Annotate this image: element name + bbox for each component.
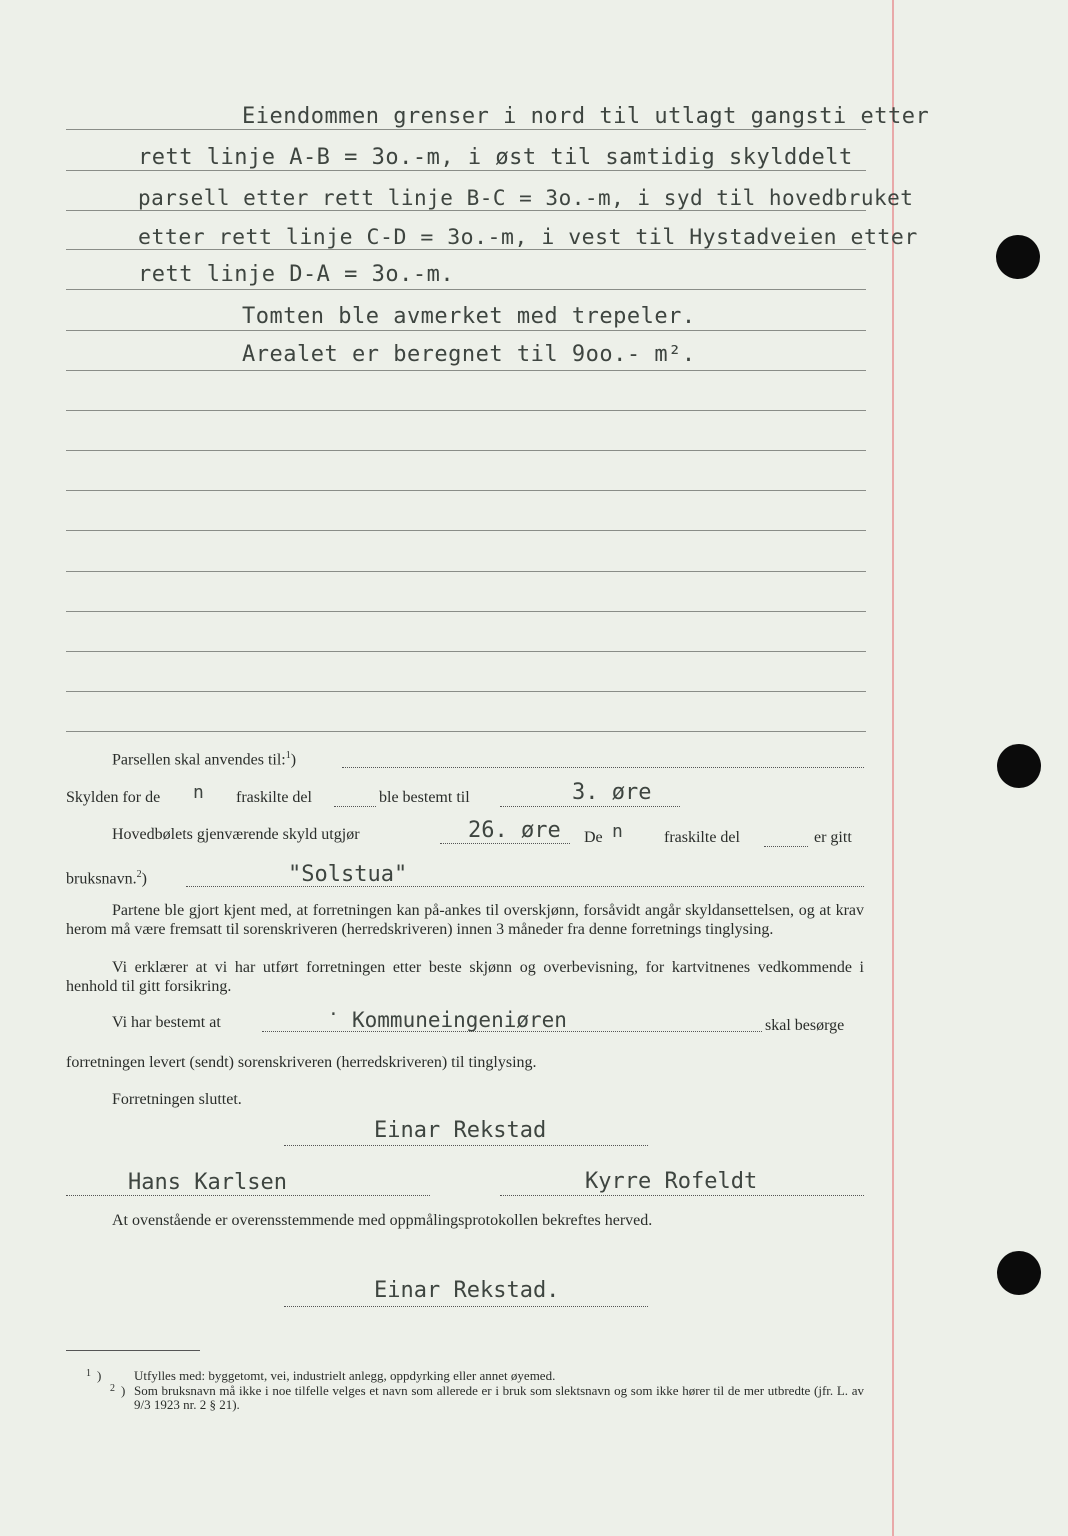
hoved-fraskilte: fraskilte del — [664, 829, 740, 846]
signature-line — [284, 1305, 648, 1307]
ruled-line — [66, 571, 866, 572]
ruled-line — [66, 330, 866, 331]
ruled-line — [66, 450, 866, 451]
bruksnavn-value: "Solstua" — [288, 862, 408, 887]
signature-line — [66, 1194, 430, 1196]
paragraph-anke: Partene ble gjort kjent med, at forretningen kan på-ankes til overskjønn, forsåvidt angår skyldansettelsen, og at krav herom må være fremsatt til sorenskriveren (herredskriveren) innen 3 måneder fra denne forretnings tinglysing. — [66, 902, 864, 938]
footnote-mark: 1 — [86, 1368, 91, 1379]
skyld-mid1: fraskilte del — [236, 789, 312, 806]
ruled-line — [66, 651, 866, 652]
footnote-1: 1 ) Utfylles med: byggetomt, vei, industrielt anlegg, oppdyrking eller annet øyemed. — [86, 1368, 556, 1383]
ruled-line — [66, 410, 866, 411]
signature-line — [284, 1144, 648, 1146]
hoved-gitt: er gitt — [814, 829, 852, 846]
binder-hole — [996, 235, 1040, 279]
anvendes-label: Parsellen skal anvendes til:$^1$) — [112, 750, 297, 769]
binder-hole — [997, 744, 1041, 788]
hoved-n: n — [612, 821, 623, 842]
ruled-line — [66, 289, 866, 290]
bestemt-label: Vi har bestemt at — [112, 1014, 221, 1031]
typed-line: Tomten ble avmerket med trepeler. — [242, 304, 696, 329]
paragraph-erklaering: Vi erklærer at vi har utført forretningen etter beste skjønn og overbevisning, for kartvitnenes vedkommende i henhold til gitt forsikring. — [66, 959, 864, 995]
ruled-line — [66, 691, 866, 692]
skyld-value-field — [500, 805, 680, 807]
typed-line: Eiendommen grenser i nord til utlagt gangsti etter — [242, 104, 930, 129]
besorge-label: skal besørge — [765, 1017, 845, 1034]
ruled-line — [66, 731, 866, 732]
bestemt-value: Kommuneingeniøren — [352, 1008, 567, 1032]
binder-hole — [997, 1251, 1041, 1295]
hoved-de: De — [584, 829, 603, 846]
footnote-2: 2 ) Som bruksnavn må ikke i noe tilfelle velges et navn som allerede er i bruk som slektsnavn og som ikke hører til de mer utbredte (jfr. L. av 9/3 1923 nr. 2 § 21). — [110, 1383, 864, 1412]
signature-line — [500, 1194, 864, 1196]
signature-einar-confirm: Einar Rekstad. — [374, 1278, 560, 1303]
footnote-divider — [66, 1350, 200, 1351]
signature-kyrre: Kyrre Rofeldt — [585, 1169, 758, 1194]
typed-line: parsell etter rett linje B-C = 3o.-m, i syd til hovedbruket — [138, 186, 914, 210]
bestemt-marker: · — [328, 1004, 339, 1025]
signature-einar: Einar Rekstad — [374, 1118, 547, 1143]
skyld-mid2: ble bestemt til — [379, 789, 470, 806]
footnote-mark: 2 — [110, 1383, 115, 1394]
typed-line: Arealet er beregnet til 9oo.- m². — [242, 342, 696, 367]
levert-line: forretningen levert (sendt) sorenskriveren (herredskriveren) til tinglysing. — [66, 1054, 537, 1071]
skyld-prefix: Skylden for de — [66, 789, 161, 806]
ruled-line — [66, 490, 866, 491]
ruled-line — [66, 530, 866, 531]
ruled-line — [66, 129, 866, 130]
sluttet-line: Forretningen sluttet. — [112, 1091, 242, 1108]
ruled-line — [66, 611, 866, 612]
confirm-line: At ovenstående er overensstemmende med oppmålingsprotokollen bekreftes herved. — [112, 1212, 653, 1229]
bruksnavn-label: bruksnavn.$^2$) — [66, 869, 147, 888]
skyld-del-field — [334, 805, 376, 807]
hoved-value: 26. øre — [468, 818, 561, 843]
typed-line: etter rett linje C-D = 3o.-m, i vest til Hystadveien etter — [138, 225, 918, 250]
hoved-label: Hovedbølets gjenværende skyld utgjør — [112, 826, 360, 843]
ruled-line — [66, 170, 866, 171]
signature-hans: Hans Karlsen — [128, 1170, 287, 1195]
ruled-line — [66, 210, 866, 211]
typed-line: rett linje D-A = 3o.-m. — [138, 262, 455, 287]
footnote-ref: 1 — [285, 750, 291, 761]
skyld-n: n — [193, 782, 204, 803]
ruled-line — [66, 370, 866, 371]
footnote-ref: 2 — [136, 869, 142, 880]
hoved-del-field — [764, 845, 808, 847]
typed-line: rett linje A-B = 3o.-m, i øst til samtidig skylddelt — [138, 145, 853, 170]
skyld-value: 3. øre — [572, 780, 652, 805]
anvendes-field — [342, 766, 864, 768]
